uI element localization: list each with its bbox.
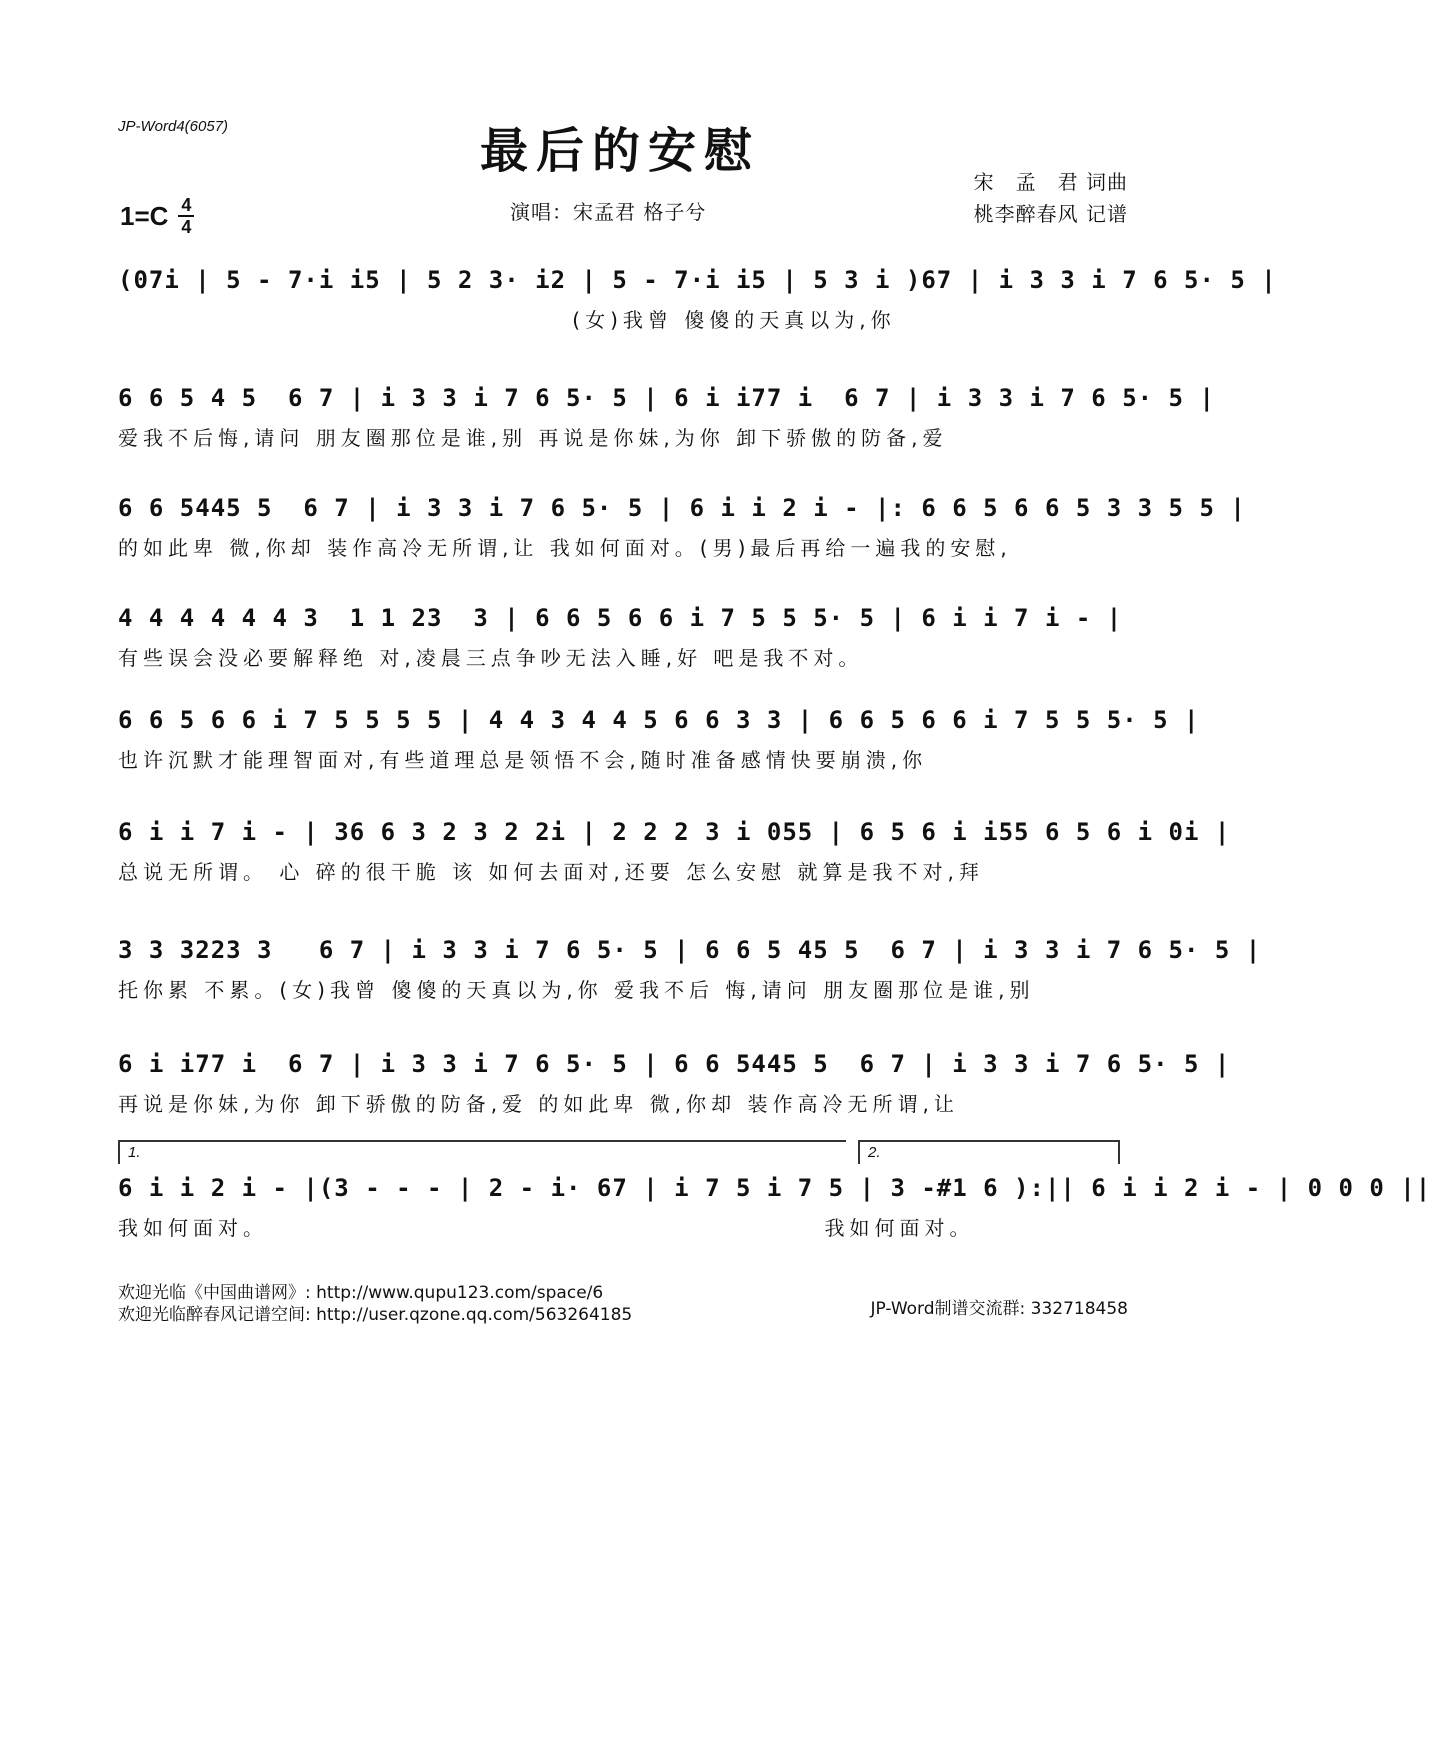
- song-title: 最后的安慰: [479, 123, 760, 179]
- lyrics-line: 也许沉默才能理智面对,有些道理总是领悟不会,随时准备感情快要崩溃,你: [118, 748, 928, 772]
- lyrics-line: 有些误会没必要解释绝 对,凌晨三点争吵无法入睡,好 吧是我不对。: [118, 646, 864, 670]
- volta-2-label: 2.: [868, 1144, 881, 1161]
- lyrics-line: (女)我曾 傻傻的天真以为,你: [118, 308, 896, 332]
- time-bottom: 4: [181, 217, 192, 237]
- notes-line: 6 i i77 i 6 7 | i 3 3 i 7 6 5· 5 | 6 6 5445 5 6 7 | i 3 3 i 7 6 5· 5 |: [118, 1050, 1231, 1078]
- footer-line-2: 欢迎光临醉春风记谱空间: http://user.qzone.qq.com/563264185: [118, 1305, 633, 1325]
- lyricist-composer: 宋 孟 君 词曲: [973, 170, 1128, 194]
- notes-line: 6 i i 2 i - |(3 - - - | 2 - i· 67 | i 7 5 i 7 5 | 3 -#1 6 ):|| 6 i i 2 i - | 0 0 0 ||: [118, 1174, 1431, 1202]
- key-label: 1=C: [120, 200, 169, 231]
- lyrics-line: 托你累 不累。(女)我曾 傻傻的天真以为,你 爱我不后 悔,请问 朋友圈那位是谁,别: [118, 978, 1035, 1002]
- key-signature: [120, 196, 194, 236]
- qq-group: JP-Word制谱交流群: 332718458: [870, 1299, 1128, 1319]
- footer-links: [118, 1282, 632, 1326]
- notes-line: (07i | 5 - 7·i i5 | 5 2 3· i2 | 5 - 7·i i5 | 5 3 i )67 | i 3 3 i 7 6 5· 5 |: [118, 266, 1277, 294]
- notes-line: 6 6 5445 5 6 7 | i 3 3 i 7 6 5· 5 | 6 i i 2 i - |: 6 6 5 6 6 5 3 3 5 5 |: [118, 494, 1246, 522]
- volta-1-label: 1.: [128, 1144, 141, 1161]
- time-top: 4: [181, 195, 192, 215]
- time-signature: [178, 196, 194, 236]
- source-label: JP-Word4(6057): [118, 118, 229, 135]
- lyrics-line: 总说无所谓。 心 碎的很干脆 该 如何去面对,还要 怎么安慰 就算是我不对,拜: [118, 860, 984, 884]
- notes-line: 3 3 3223 3 6 7 | i 3 3 i 7 6 5· 5 | 6 6 5 45 5 6 7 | i 3 3 i 7 6 5· 5 |: [118, 936, 1262, 964]
- volta-1: [118, 1140, 846, 1164]
- notes-line: 6 i i 7 i - | 36 6 3 2 3 2 2i | 2 2 2 3 i 055 | 6 5 6 i i55 6 5 6 i 0i |: [118, 818, 1231, 846]
- notes-line: 6 6 5 6 6 i 7 5 5 5 5 | 4 4 3 4 4 5 6 6 3 3 | 6 6 5 6 6 i 7 5 5 5· 5 |: [118, 706, 1200, 734]
- volta-2: [858, 1140, 1120, 1164]
- footer-line-1: 欢迎光临《中国曲谱网》: http://www.qupu123.com/space/6: [118, 1283, 604, 1303]
- transcriber: 桃李醉春风 记谱: [973, 202, 1128, 226]
- lyrics-line: 我如何面对。 我如何面对。: [118, 1216, 975, 1240]
- lyrics-line: 爱我不后悔,请问 朋友圈那位是谁,别 再说是你妹,为你 卸下骄傲的防备,爱: [118, 426, 948, 450]
- notes-line: 6 6 5 4 5 6 7 | i 3 3 i 7 6 5· 5 | 6 i i77 i 6 7 | i 3 3 i 7 6 5· 5 |: [118, 384, 1215, 412]
- lyrics-line: 的如此卑 微,你却 装作高冷无所谓,让 我如何面对。(男)最后再给一遍我的安慰,: [118, 536, 1012, 560]
- notes-line: 4 4 4 4 4 4 3 1 1 23 3 | 6 6 5 6 6 i 7 5 5 5· 5 | 6 i i 7 i - |: [118, 604, 1123, 632]
- credits: [974, 166, 1128, 230]
- lyrics-line: 再说是你妹,为你 卸下骄傲的防备,爱 的如此卑 微,你却 装作高冷无所谓,让: [118, 1092, 959, 1116]
- singer-line: 演唱：宋孟君 格子兮: [510, 200, 707, 224]
